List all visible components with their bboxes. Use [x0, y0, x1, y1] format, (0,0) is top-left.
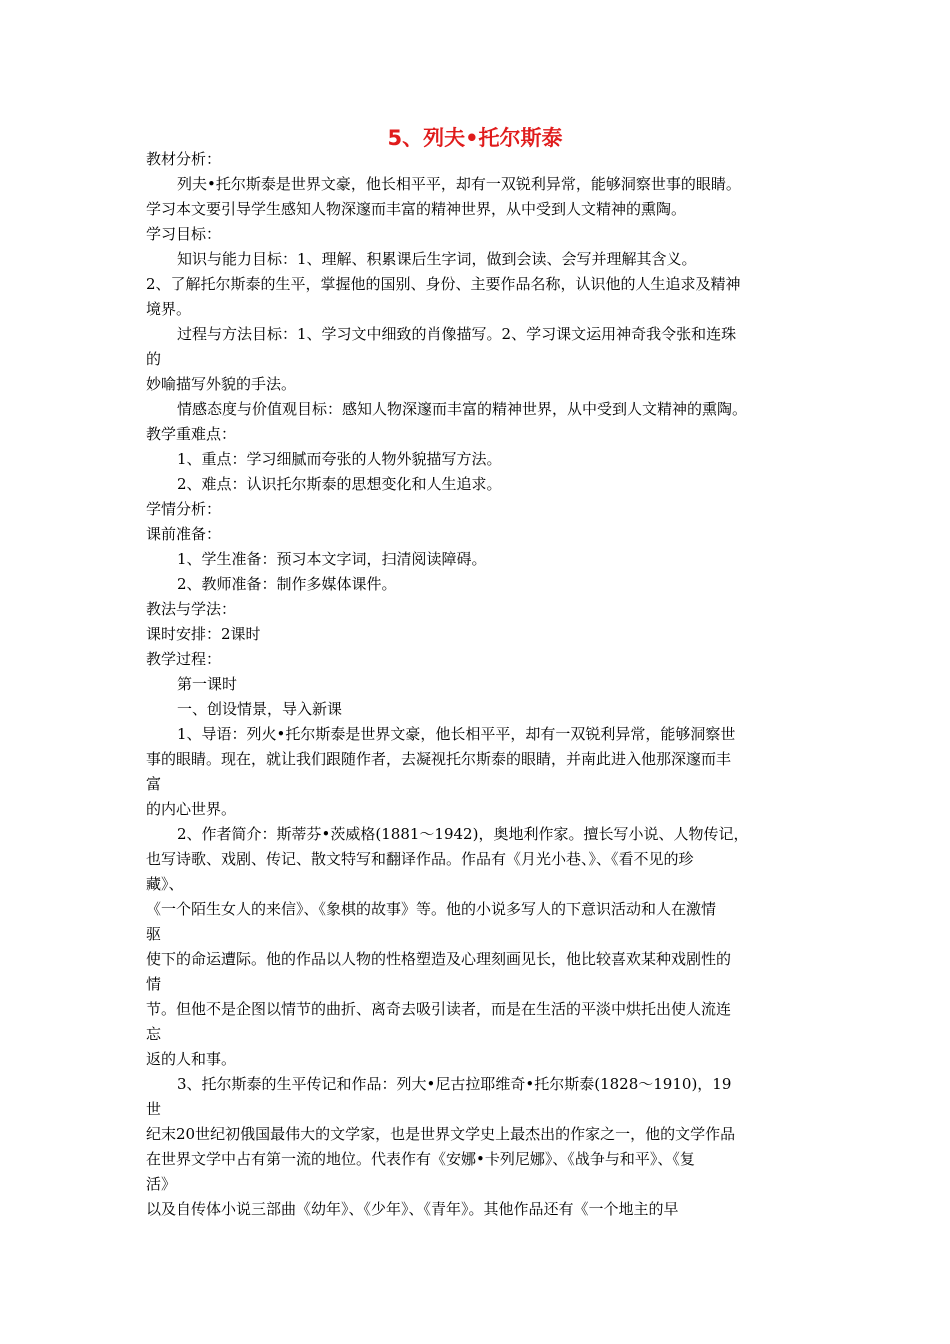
section-heading: 课时安排：2课时	[146, 625, 261, 643]
paragraph-line: 过程与方法目标：1、学习文中细致的肖像描写。2、学习课文运用神奇我令张和连珠	[177, 325, 737, 343]
section-heading: 课前准备：	[146, 525, 222, 543]
paragraph-line: 驱	[146, 925, 162, 943]
paragraph-line: 以及自传体小说三部曲《幼年》、《少年》、《青年》。其他作品还有《一个地主的早	[146, 1200, 679, 1218]
paragraph-line: 藏》、	[146, 875, 184, 893]
paragraph-line: 富	[146, 775, 162, 793]
paragraph-line: 返的人和事。	[146, 1050, 237, 1068]
section-heading: 教材分析：	[146, 150, 222, 168]
section-heading: 学习目标：	[146, 225, 222, 243]
paragraph-line: 情感态度与价值观目标：感知人物深邃而丰富的精神世界，从中受到人文精神的熏陶。	[177, 400, 748, 418]
paragraph-line: 知识与能力目标：1、理解、积累课后生字词，做到会读、会写并理解其含义。	[177, 250, 697, 268]
paragraph-line: 的内心世界。	[146, 800, 237, 818]
paragraph-line: 第一课时	[177, 675, 238, 693]
paragraph-line: 学习本文要引导学生感知人物深邃而丰富的精神世界，从中受到人文精神的熏陶。	[146, 200, 687, 218]
paragraph-line: 的	[146, 350, 162, 368]
paragraph-line: 情	[146, 975, 162, 993]
paragraph-line: 2、了解托尔斯泰的生平，掌握他的国别、身份、主要作品名称，认识他的人生追求及精神	[146, 275, 741, 293]
paragraph-line: 妙喻描写外貌的手法。	[146, 375, 297, 393]
section-heading: 教学过程：	[146, 650, 222, 668]
section-heading: 学情分析：	[146, 500, 222, 518]
paragraph-line: 一、创设情景，导入新课	[177, 700, 343, 718]
paragraph-line: 1、重点：学习细腻而夸张的人物外貌描写方法。	[177, 450, 502, 468]
paragraph-line: 也写诗歌、戏剧、传记、散文特写和翻译作品。作品有《月光小巷、》、《看不见的珍	[146, 850, 694, 868]
section-heading: 教法与学法：	[146, 600, 237, 618]
paragraph-line: 在世界文学中占有第一流的地位。代表作有《安娜•卡列尼娜》、《战争与和平》、《复	[146, 1150, 695, 1168]
paragraph-line: 世	[146, 1100, 162, 1118]
paragraph-line: 忘	[146, 1025, 162, 1043]
paragraph-line: 3、托尔斯泰的生平传记和作品：列大•尼古拉耶维奇•托尔斯泰(1828～1910)，19	[177, 1075, 732, 1093]
paragraph-line: 1、学生准备：预习本文字词，扫清阅读障碍。	[177, 550, 487, 568]
paragraph-line: 活》	[146, 1175, 177, 1193]
paragraph-line: 列夫•托尔斯泰是世界文豪，他长相平平，却有一双锐利异常，能够洞察世事的眼睛。	[177, 175, 741, 193]
paragraph-line: 2、作者简介：斯蒂芬•茨威格(1881～1942)，奥地利作家。擅长写小说、人物传记，	[177, 825, 749, 843]
section-heading: 教学重难点：	[146, 425, 237, 443]
paragraph-line: 使下的命运遭际。他的作品以人物的性格塑造及心理刻画见长，他比较喜欢某种戏剧性的	[146, 950, 732, 968]
paragraph-line: 2、教师准备：制作多媒体课件。	[177, 575, 397, 593]
paragraph-line: 2、难点：认识托尔斯泰的思想变化和人生追求。	[177, 475, 502, 493]
paragraph-line: 1、导语：列火•托尔斯泰是世界文豪，他长相平平，却有一双锐利异常，能够洞察世	[177, 725, 736, 743]
paragraph-line: 《一个陌生女人的来信》、《象棋的故事》等。他的小说多写人的下意识活动和人在激情	[146, 900, 717, 918]
paragraph-line: 事的眼睛。现在，就让我们跟随作者，去凝视托尔斯泰的眼睛，并南此进入他那深邃而丰	[146, 750, 732, 768]
paragraph-line: 节。但他不是企图以情节的曲折、离奇去吸引读者，而是在生活的平淡中烘托出使人流连	[146, 1000, 732, 1018]
paragraph-line: 纪末20世纪初俄国最伟大的文学家，也是世界文学史上最杰出的作家之一，他的文学作品	[146, 1125, 736, 1143]
document-title: 5、列夫•托尔斯泰	[387, 126, 563, 150]
paragraph-line: 境界。	[146, 300, 192, 318]
